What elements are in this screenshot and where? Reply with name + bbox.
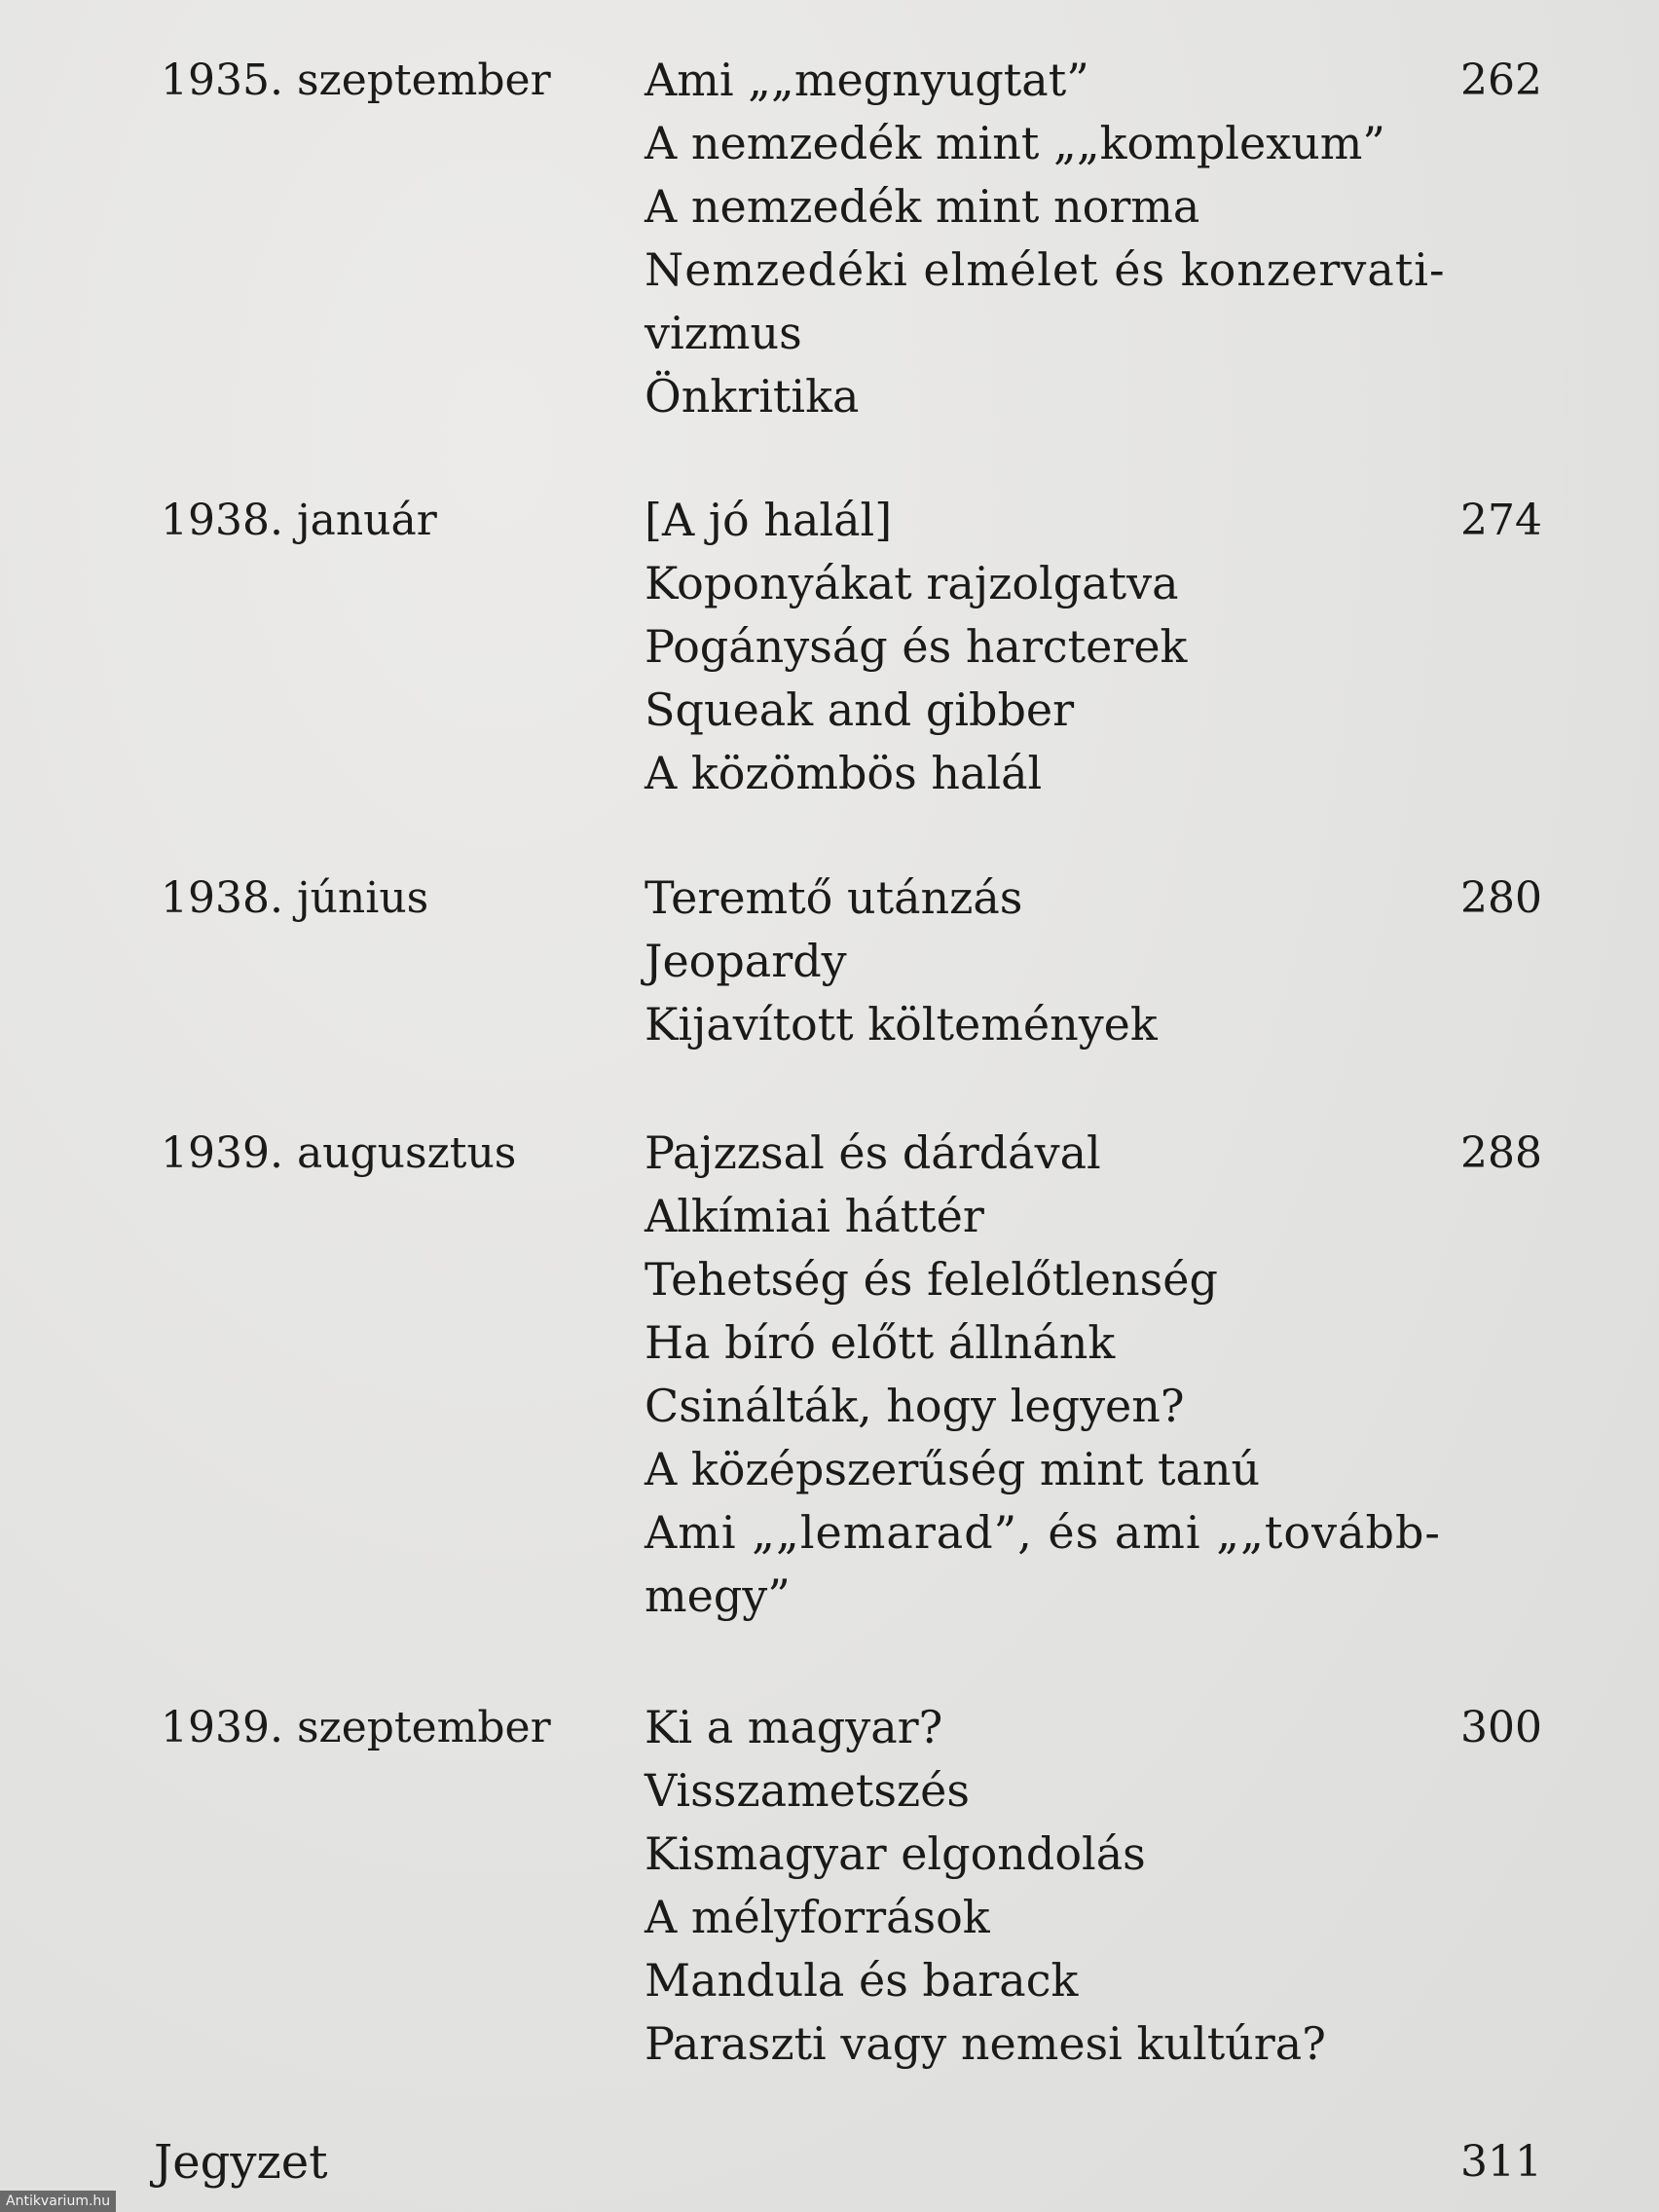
entry-title: Squeak and gibber [645, 683, 1075, 736]
entry-title: Nemzedéki elmélet és konzervati- [645, 243, 1446, 296]
entry-titles [645, 49, 1446, 428]
entry-title: Csinálták, hogy legyen? [645, 1380, 1185, 1432]
entry-title: megy” [645, 1569, 791, 1622]
entry-date: 1939. szeptember [161, 1703, 551, 1752]
notes-page-number: 311 [1460, 2137, 1542, 2187]
entry-page-number: 280 [1460, 873, 1542, 923]
entry-title: Pajzzsal és dárdával [645, 1126, 1101, 1179]
entry-date: 1935. szeptember [161, 55, 551, 105]
entry-titles [645, 1696, 1423, 2076]
entry-title: A nemzedék mint „„komplexum” [645, 117, 1385, 169]
entry-title: Jeopardy [645, 935, 847, 987]
entry-page-number: 288 [1460, 1128, 1542, 1178]
entry-title: Teremtő utánzás [645, 871, 1023, 924]
entry-date: 1939. augusztus [161, 1128, 517, 1178]
entry-title: Mandula és barack [645, 1954, 1079, 2007]
entry-title: Paraszti vagy nemesi kultúra? [645, 2017, 1326, 2070]
entry-title: Koponyákat rajzolgatva [645, 557, 1179, 609]
entry-date: 1938. június [161, 873, 429, 923]
entry-titles [645, 489, 1423, 805]
entry-title: Tehetség és felelőtlenség [645, 1253, 1218, 1306]
entry-title: A középszerűség mint tanú [645, 1443, 1261, 1495]
entry-title: Kijavított költemények [645, 998, 1158, 1051]
entry-title: A közömbös halál [645, 747, 1043, 799]
site-watermark: Antikvarium.hu [0, 2191, 116, 2212]
entry-titles [645, 1122, 1441, 1628]
entry-title: Ha bíró előtt állnánk [645, 1316, 1116, 1369]
entry-title: Visszametszés [645, 1764, 970, 1817]
notes-label: Jegyzet [154, 2135, 328, 2190]
entry-title: A mélyforrások [645, 1891, 990, 1943]
entry-page-number: 300 [1460, 1703, 1542, 1752]
entry-page-number: 274 [1460, 496, 1542, 545]
entry-title: [A jó halál] [645, 494, 893, 546]
entry-titles [645, 866, 1423, 1056]
entry-title: vizmus [645, 307, 802, 359]
entry-title: A nemzedék mint norma [645, 180, 1200, 233]
entry-title: Alkímiai háttér [645, 1190, 984, 1242]
entry-page-number: 262 [1460, 55, 1542, 105]
entry-title: Kismagyar elgondolás [645, 1827, 1146, 1880]
entry-date: 1938. január [161, 496, 437, 545]
entry-title: Önkritika [645, 370, 860, 423]
entry-title: Pogányság és harcterek [645, 620, 1188, 673]
entry-title: Ki a magyar? [645, 1701, 943, 1753]
entry-title: Ami „„megnyugtat” [645, 54, 1089, 106]
entry-title: Ami „„lemarad”, és ami „„tovább- [645, 1506, 1441, 1559]
